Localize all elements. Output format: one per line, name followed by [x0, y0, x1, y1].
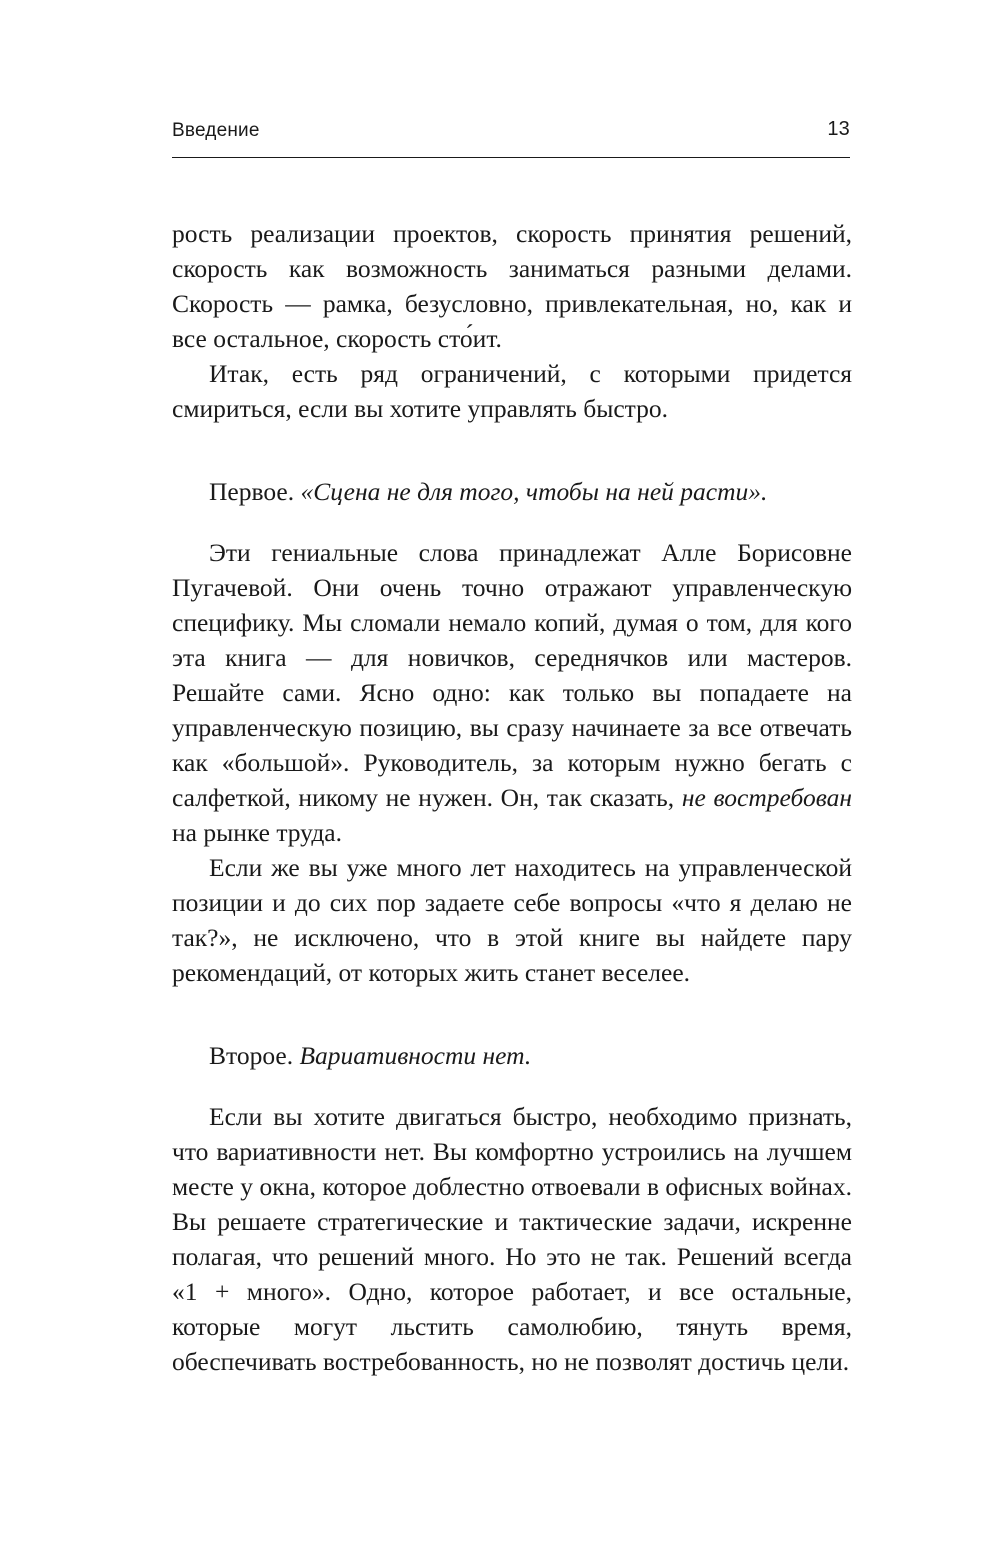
point-two-heading [172, 1038, 852, 1073]
paragraph-pugacheva [172, 535, 852, 850]
paragraph-pugacheva-emphasis: не востребован [681, 783, 852, 812]
header-rule [172, 157, 850, 158]
point-two-statement: Вариативности нет. [299, 1041, 532, 1070]
point-one-label: Первое. [209, 477, 301, 506]
paragraph-limitations-intro: Итак, есть ряд ограничений, с которыми придется смириться, если вы хотите управлять быстро. [172, 359, 852, 423]
paragraph-pugacheva-end: на рынке труда. [172, 818, 342, 847]
paragraph-pugacheva-text: Эти гениальные слова принадлежат Алле Борисовне Пугачевой. Они очень точно отражают управленческую специфику. Мы сломали немало копий, думая о том, для кого эта книга — для новичков, середнячков или мастеров. Решайте сами. Ясно одно: как только вы попадаете на управленческую позицию, вы сразу начинаете за все отвечать как «большой». Руководитель, за которым нужно бегать с салфеткой, никому не нужен. Он, так сказать, [172, 538, 852, 812]
point-one-quote: «Сцена не для того, чтобы на ней расти». [300, 477, 768, 506]
paragraph-continued: рость реализации проектов, скорость принятия решений, скорость как возможность заниматься разными делами. Скорость — рамка, безусловно, привлекательная, но, как и все остальное, скорость сто́ит. [172, 219, 852, 353]
paragraph-no-variability: Если вы хотите двигаться быстро, необходимо признать, что вариативности нет. Вы комфортно устроились на лучшем месте у окна, которое доблестно отвоевали в офисных войнах. Вы решаете стратегические и тактические задачи, искренне полагая, что решений много. Но это не так. Решений всегда «1 + много». Одно, которое работает, и все остальные, которые могут льстить самолюбию, тянуть время, обеспечивать востребованность, но не позволят достичь цели. [172, 1102, 852, 1376]
point-one-heading [172, 474, 852, 509]
running-head [172, 116, 850, 146]
page-body [172, 216, 852, 1379]
paragraph-experienced-managers: Если же вы уже много лет находитесь на управленческой позиции и до сих пор задаете себе вопросы «что я делаю не так?», не исключено, что в этой книге вы найдете пару рекомендаций, от которых жить станет веселее. [172, 853, 852, 987]
page-number: 13 [827, 118, 850, 140]
section-title: Введение [172, 120, 260, 141]
point-two-label: Второе. [209, 1041, 300, 1070]
